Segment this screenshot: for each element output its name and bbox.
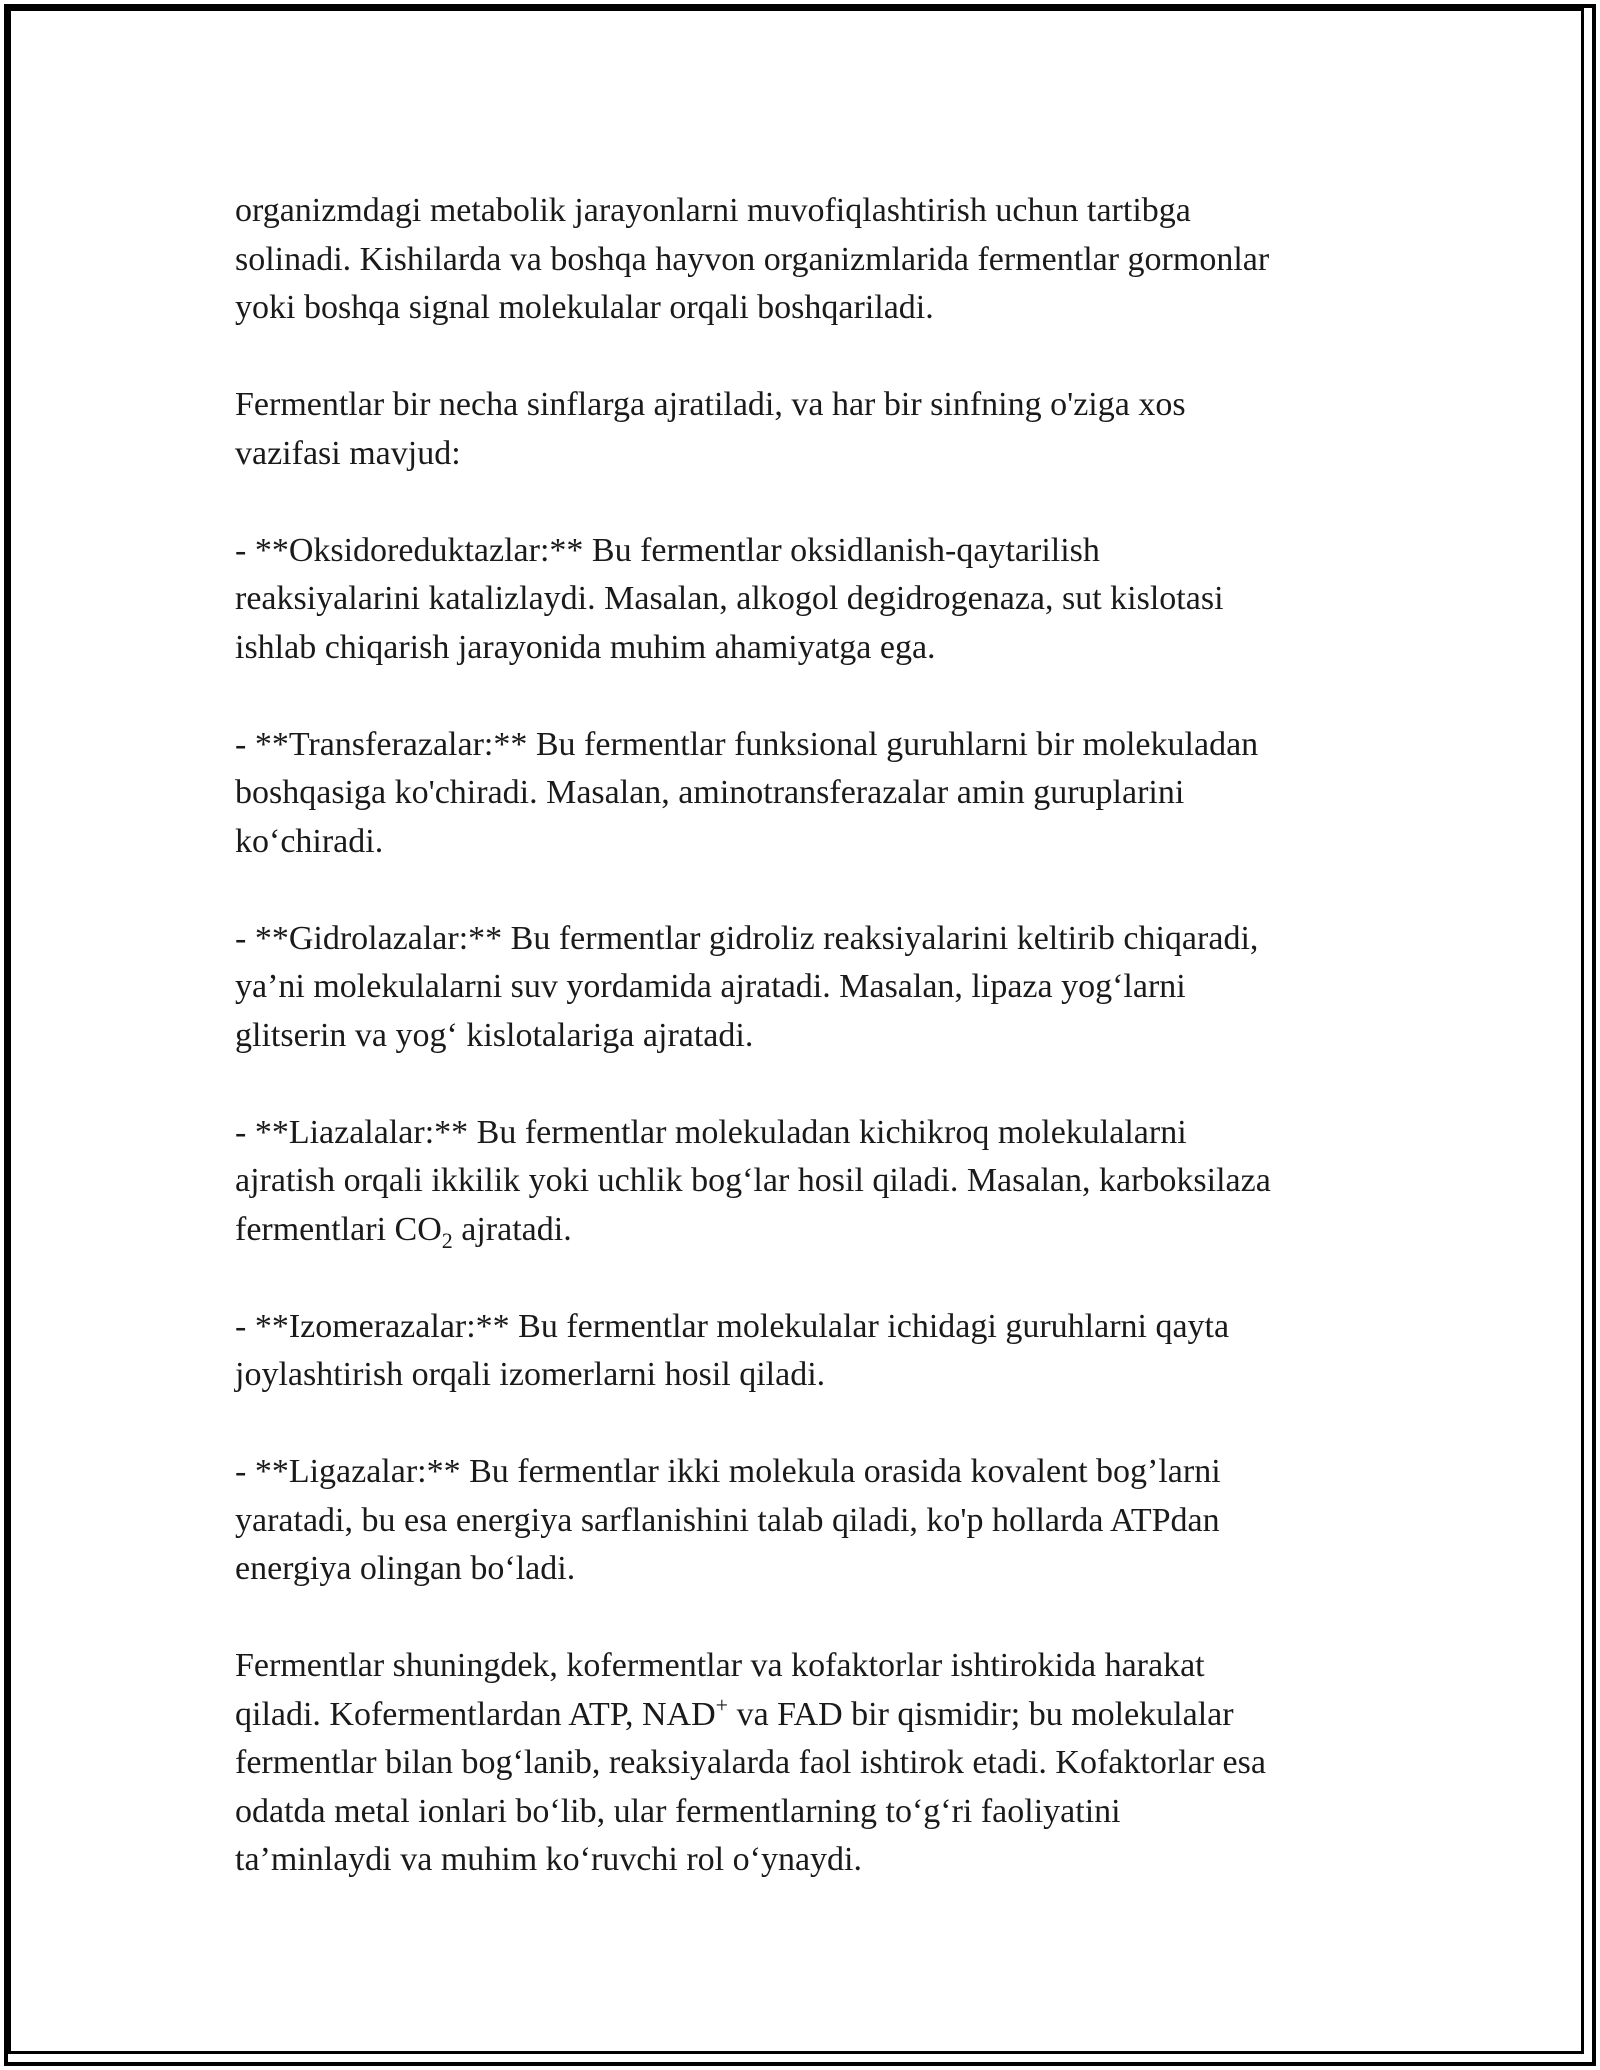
document-body bbox=[235, 187, 1385, 1885]
paragraph-ligazalar bbox=[235, 1448, 1385, 1594]
line: odatda metal ionlari bo‘lib, ular fermentlarning to‘g‘ri faoliyatini bbox=[235, 1792, 1121, 1830]
paragraph-classes bbox=[235, 381, 1385, 478]
line: - **Oksidoreduktazlar:** Bu fermentlar oksidlanish-qaytarilish bbox=[235, 531, 1100, 569]
line: - **Izomerazalar:** Bu fermentlar molekulalar ichidagi guruhlarni qayta bbox=[235, 1307, 1230, 1345]
line: - **Liazalalar:** Bu fermentlar molekuladan kichikroq molekulalarni bbox=[235, 1113, 1187, 1151]
line: yoki boshqa signal molekulalar orqali boshqariladi. bbox=[235, 289, 934, 326]
line: joylashtirish orqali izomerlarni hosil qiladi. bbox=[235, 1356, 826, 1393]
line: fermentlar bilan bog‘lanib, reaksiyalarda faol ishtirok etadi. Kofaktorlar esa bbox=[235, 1744, 1266, 1781]
line: - **Transferazalar:** Bu fermentlar funksional guruhlarni bir molekuladan bbox=[235, 725, 1259, 763]
line: ishlab chiqarish jarayonida muhim ahamiyatga ega. bbox=[235, 628, 936, 666]
text: va FAD bir qismidir; bu molekulalar bbox=[728, 1695, 1234, 1733]
line: reaksiyalarini katalizlaydi. Masalan, alkogol degidrogenaza, sut kislotasi bbox=[235, 580, 1224, 617]
text: fermentlari CO bbox=[235, 1210, 442, 1248]
line: vazifasi mavjud: bbox=[235, 434, 461, 472]
line: organizmdagi metabolik jarayonlarni muvofiqlashtirish uchun tartibga bbox=[235, 192, 1191, 229]
text: qiladi. Kofermentlardan ATP, NAD bbox=[235, 1695, 716, 1733]
line-with-subscript bbox=[235, 1210, 572, 1253]
line: glitserin va yog‘ kislotalariga ajratadi. bbox=[235, 1016, 754, 1054]
line: Fermentlar shuningdek, kofermentlar va kofaktorlar ishtirokida harakat bbox=[235, 1647, 1205, 1684]
line: - **Gidrolazalar:** Bu fermentlar gidroliz reaksiyalarini keltirib chiqaradi, bbox=[235, 919, 1259, 957]
line: solinadi. Kishilarda va boshqa hayvon organizmlarida fermentlar gormonlar bbox=[235, 240, 1270, 278]
line: Fermentlar bir necha sinflarga ajratiladi, va har bir sinfning o'ziga xos bbox=[235, 386, 1186, 423]
text: ajratadi. bbox=[452, 1210, 572, 1248]
line: boshqasiga ko'chiradi. Masalan, aminotransferazalar amin guruplarini bbox=[235, 774, 1185, 811]
paragraph-transferazalar bbox=[235, 721, 1385, 867]
superscript: + bbox=[715, 1692, 729, 1718]
paragraph-gidrolazalar bbox=[235, 915, 1385, 1061]
line: ta’minlaydi va muhim ko‘ruvchi rol o‘ynaydi. bbox=[235, 1841, 862, 1878]
line-with-superscript bbox=[235, 1692, 1234, 1733]
line: energiya olingan bo‘ladi. bbox=[235, 1550, 576, 1587]
paragraph-liazalalar bbox=[235, 1109, 1385, 1255]
line: yaratadi, bu esa energiya sarflanishini talab qiladi, ko'p hollarda ATPdan bbox=[235, 1501, 1220, 1539]
line: ko‘chiradi. bbox=[235, 822, 384, 860]
line: ajratish orqali ikkilik yoki uchlik bog‘lar hosil qiladi. Masalan, karboksilaza bbox=[235, 1162, 1271, 1199]
line: - **Ligazalar:** Bu fermentlar ikki molekula orasida kovalent bog’larni bbox=[235, 1453, 1221, 1490]
paragraph-kofermentlar bbox=[235, 1642, 1385, 1885]
paragraph-oksidoreduktazlar bbox=[235, 527, 1385, 673]
paragraph-izomerazalar bbox=[235, 1303, 1385, 1400]
subscript: 2 bbox=[441, 1227, 453, 1253]
line: ya’ni molekulalarni suv yordamida ajratadi. Masalan, lipaza yog‘larni bbox=[235, 968, 1186, 1005]
paragraph-intro bbox=[235, 187, 1385, 333]
